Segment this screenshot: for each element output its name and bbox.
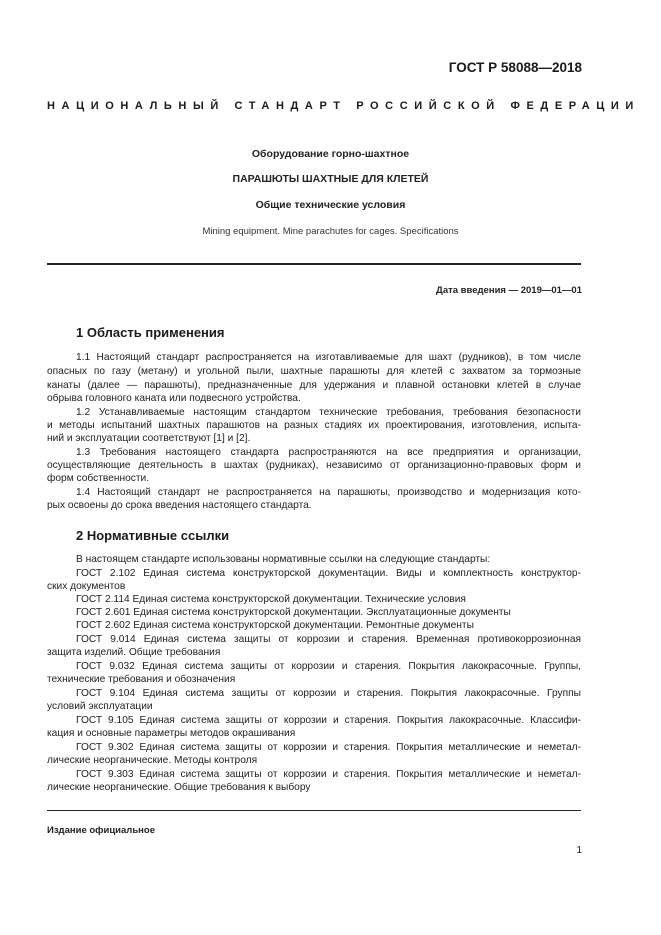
section-1-line: и методы испытаний шахтных парашютов на разных стадиях их проектирования, изготовления, испыта- [47,420,581,431]
section-2-line: кация и основные параметры методов окрашивания [47,728,296,739]
section-2-line: технические требования и обозначения [47,674,236,685]
section-2-heading: 2 Нормативные ссылки [76,528,230,543]
introduction-date: Дата введения — 2019—01—01 [436,285,582,296]
document-subtitle: Общие технические условия [255,199,406,211]
section-2-line: ГОСТ 9.032 Единая система защиты от коррозии и старения. Покрытия лакокрасочные. Группы, [76,661,581,672]
section-2-line: ГОСТ 2.102 Единая система конструкторской документации. Виды и комплектность конструктор- [76,568,581,579]
section-1-line: 1.1 Настоящий стандарт распространяется на изготавливаемые для шахт (рудников), в том числе [76,352,581,363]
section-1-line: канаты (далее — парашюты), предназначенные для удержания и плавной остановки клетей в случае [47,380,581,391]
document-title: ПАРАШЮТЫ ШАХТНЫЕ ДЛЯ КЛЕТЕЙ [232,173,429,185]
english-title: Mining equipment. Mine parachutes for cages. Specifications [202,226,459,237]
document-code: ГОСТ Р 58088—2018 [448,60,582,75]
national-standard-banner: НАЦИОНАЛЬНЫЙ СТАНДАРТ РОССИЙСКОЙ ФЕДЕРАЦИИ [47,100,640,112]
section-2-line: ГОСТ 9.303 Единая система защиты от коррозии и старения. Покрытия металлические и неметал- [76,769,581,780]
section-2-line: ГОСТ 2.114 Единая система конструкторской документации. Технические условия [76,594,466,605]
section-1-line: опасных по газу (метану) и угольной пыли, шахтные парашюты для клетей с захватом за тормозные [47,366,581,377]
section-2-line: В настоящем стандарте использованы нормативные ссылки на следующие стандарты: [76,554,491,565]
official-edition-label: Издание официальное [47,825,155,836]
section-1-line: 1.4 Настоящий стандарт не распространяется на парашюты, производство и модернизация кото- [76,487,581,498]
section-1-line: обрыва головного каната или подвесного устройства. [47,393,301,404]
section-2-line: лические неорганические. Общие требования к выбору [47,782,311,793]
section-2-line: ГОСТ 9.105 Единая система защиты от коррозии и старения. Покрытия лакокрасочные. Классифи- [76,715,581,726]
section-2-line: лические неорганические. Методы контроля [47,755,258,766]
section-1-line: форм собственности. [47,473,150,484]
section-1-line: рых освоены до срока введения настоящего стандарта. [47,500,312,511]
section-2-line: ГОСТ 2.601 Единая система конструкторской документации. Эксплуатационные документы [76,607,511,618]
page-number: 1 [576,845,582,856]
section-1-line: 1.2 Устанавливаемые настоящим стандартом технические требования, требования безопасности [76,407,581,418]
category-title: Оборудование горно-шахтное [251,148,410,160]
footer-divider [47,810,581,811]
section-2-line: ГОСТ 9.104 Единая система защиты от коррозии и старения. Покрытия лакокрасочные. Группы [76,688,581,699]
title-divider [47,263,581,265]
section-2-line: ских документов [47,581,126,592]
section-2-line: ГОСТ 2.602 Единая система конструкторской документации. Ремонтные документы [76,620,474,631]
section-2-line: ГОСТ 9.014 Единая система защиты от коррозии и старения. Временная противокоррозионная [76,634,581,645]
section-2-line: условий эксплуатации [47,701,153,712]
section-1-heading: 1 Область применения [76,325,225,340]
section-1-line: 1.3 Требования настоящего стандарта распространяются на все предприятия и организации, [76,447,581,458]
section-2-line: защита изделий. Общие требования [47,647,221,658]
section-1-line: ний и эксплуатации соответствуют [1] и [2]. [47,433,251,444]
section-1-line: осуществляющие деятельность в шахтах (рудниках), независимо от организационно-правовых форм и [47,460,581,471]
section-2-line: ГОСТ 9.302 Единая система защиты от коррозии и старения. Покрытия металлические и неметал- [76,742,581,753]
